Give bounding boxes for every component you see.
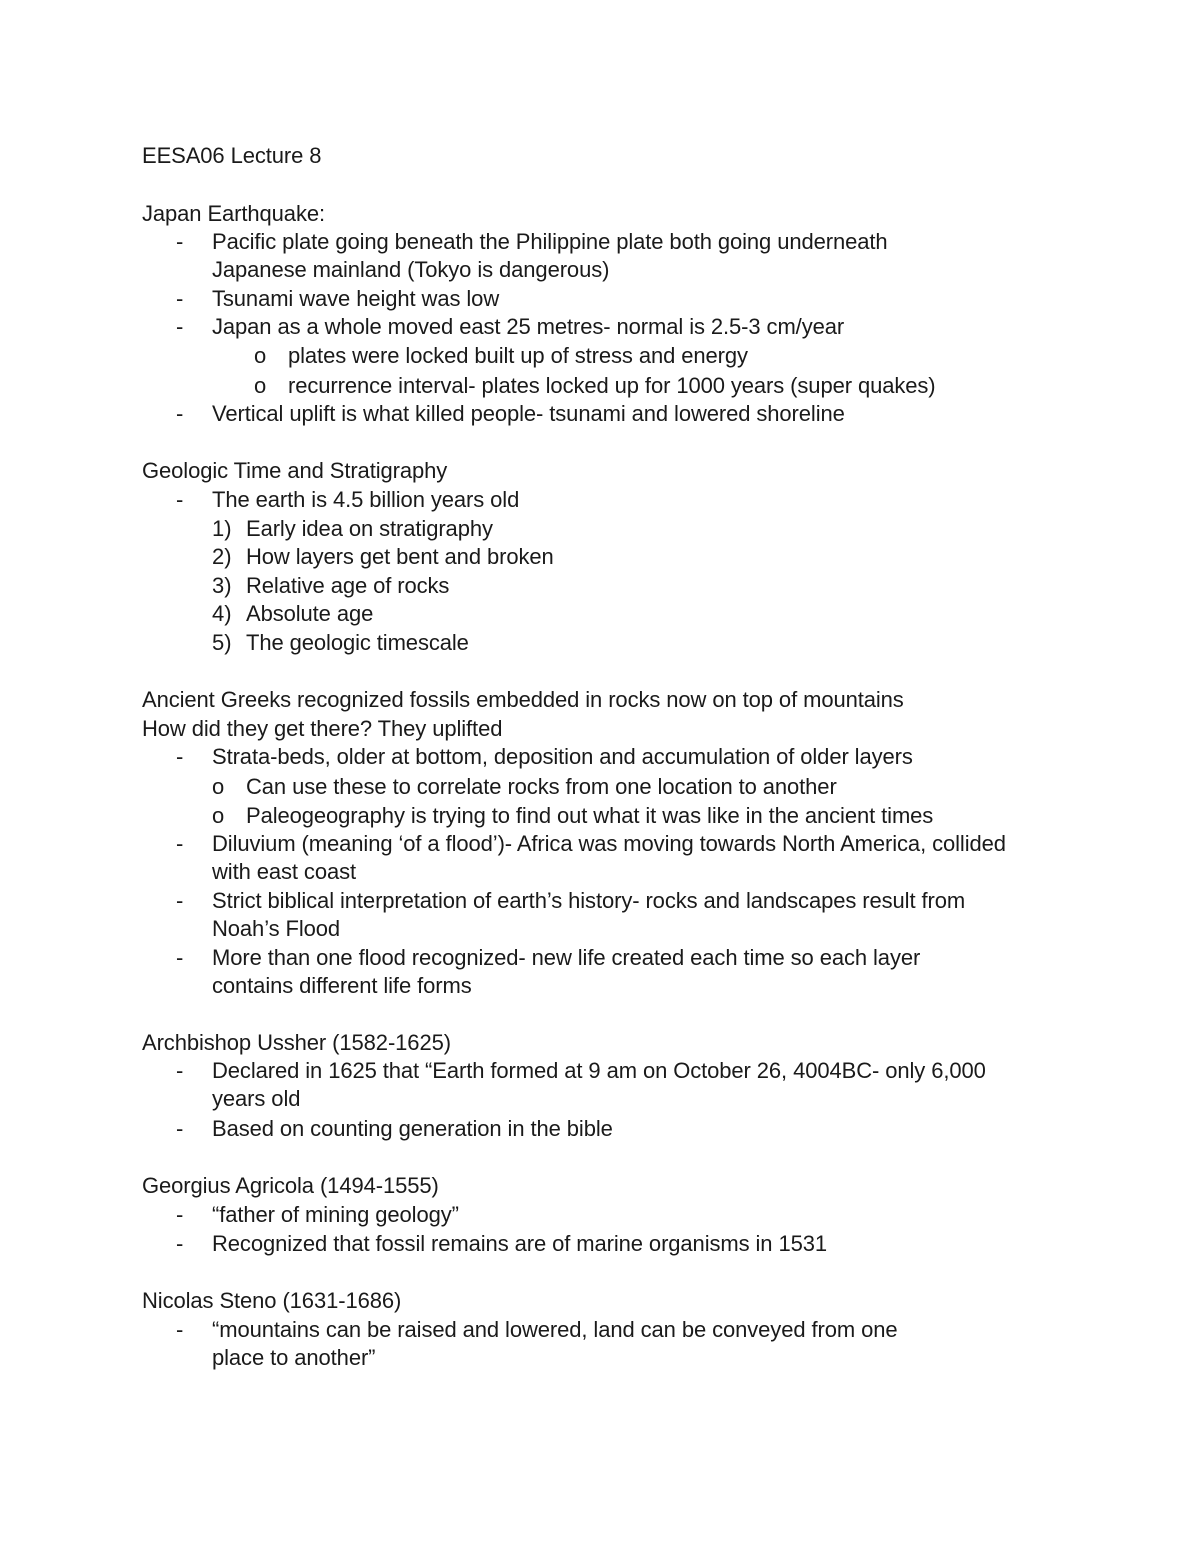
section-heading-agricola: Georgius Agricola (1494-1555) bbox=[142, 1173, 439, 1198]
bullet-text-continued: Noah’s Flood bbox=[212, 916, 341, 941]
section-heading-japan-earthquake: Japan Earthquake: bbox=[142, 201, 325, 226]
numbered-item-text: Absolute age bbox=[246, 601, 374, 626]
bullet-text-continued: years old bbox=[212, 1086, 301, 1111]
numbered-item-number: 3) bbox=[212, 573, 232, 598]
numbered-item-text: The geologic timescale bbox=[246, 630, 469, 655]
bullet-text: Tsunami wave height was low bbox=[212, 286, 500, 311]
bullet-text-continued: Japanese mainland (Tokyo is dangerous) bbox=[212, 257, 610, 282]
bullet-dash: - bbox=[176, 286, 184, 311]
paragraph-line: How did they get there? They uplifted bbox=[142, 716, 503, 741]
numbered-item-number: 2) bbox=[212, 544, 232, 569]
numbered-item-number: 1) bbox=[212, 516, 232, 541]
bullet-dash: - bbox=[176, 1231, 184, 1256]
bullet-text-continued: with east coast bbox=[212, 859, 357, 884]
bullet-text-continued: place to another” bbox=[212, 1345, 376, 1370]
bullet-text: Strata-beds, older at bottom, deposition and accumulation of older layers bbox=[212, 744, 913, 769]
bullet-text: Vertical uplift is what killed people- tsunami and lowered shoreline bbox=[212, 401, 845, 426]
bullet-dash: - bbox=[176, 1116, 184, 1141]
bullet-text: More than one flood recognized- new life created each time so each layer bbox=[212, 945, 921, 970]
bullet-dash: - bbox=[176, 945, 184, 970]
sub-bullet-text: recurrence interval- plates locked up for 1000 years (super quakes) bbox=[288, 373, 936, 398]
sub-bullet-marker: o bbox=[212, 774, 225, 799]
bullet-text: Based on counting generation in the bible bbox=[212, 1116, 613, 1141]
bullet-dash: - bbox=[176, 1058, 184, 1083]
bullet-text: “mountains can be raised and lowered, land can be conveyed from one bbox=[212, 1317, 898, 1342]
numbered-item-text: How layers get bent and broken bbox=[246, 544, 554, 569]
numbered-item-text: Relative age of rocks bbox=[246, 573, 450, 598]
bullet-dash: - bbox=[176, 401, 184, 426]
section-heading-steno: Nicolas Steno (1631-1686) bbox=[142, 1288, 402, 1313]
numbered-item-number: 4) bbox=[212, 601, 232, 626]
bullet-text: Recognized that fossil remains are of marine organisms in 1531 bbox=[212, 1231, 827, 1256]
sub-bullet-marker: o bbox=[254, 373, 267, 398]
bullet-text: The earth is 4.5 billion years old bbox=[212, 487, 520, 512]
document-title: EESA06 Lecture 8 bbox=[142, 143, 322, 168]
bullet-dash: - bbox=[176, 744, 184, 769]
bullet-text: Japan as a whole moved east 25 metres- normal is 2.5-3 cm/year bbox=[212, 314, 845, 339]
paragraph-line: Ancient Greeks recognized fossils embedded in rocks now on top of mountains bbox=[142, 687, 904, 712]
bullet-text: Pacific plate going beneath the Philippine plate both going underneath bbox=[212, 229, 888, 254]
bullet-text: Diluvium (meaning ‘of a flood’)- Africa was moving towards North America, collided bbox=[212, 831, 1006, 856]
sub-bullet-text: plates were locked built up of stress and energy bbox=[288, 343, 748, 368]
sub-bullet-text: Can use these to correlate rocks from one location to another bbox=[246, 774, 837, 799]
bullet-dash: - bbox=[176, 1202, 184, 1227]
numbered-item-text: Early idea on stratigraphy bbox=[246, 516, 493, 541]
bullet-dash: - bbox=[176, 487, 184, 512]
sub-bullet-marker: o bbox=[254, 343, 267, 368]
numbered-item-number: 5) bbox=[212, 630, 232, 655]
bullet-dash: - bbox=[176, 314, 184, 339]
bullet-dash: - bbox=[176, 831, 184, 856]
bullet-dash: - bbox=[176, 1317, 184, 1342]
bullet-text: Strict biblical interpretation of earth’s history- rocks and landscapes result from bbox=[212, 888, 966, 913]
bullet-dash: - bbox=[176, 229, 184, 254]
sub-bullet-marker: o bbox=[212, 803, 225, 828]
sub-bullet-text: Paleogeography is trying to find out what it was like in the ancient times bbox=[246, 803, 934, 828]
bullet-dash: - bbox=[176, 888, 184, 913]
bullet-text-continued: contains different life forms bbox=[212, 973, 472, 998]
section-heading-ussher: Archbishop Ussher (1582-1625) bbox=[142, 1030, 451, 1055]
bullet-text: “father of mining geology” bbox=[212, 1202, 459, 1227]
section-heading-geologic-time: Geologic Time and Stratigraphy bbox=[142, 458, 448, 483]
bullet-text: Declared in 1625 that “Earth formed at 9 am on October 26, 4004BC- only 6,000 bbox=[212, 1058, 986, 1083]
